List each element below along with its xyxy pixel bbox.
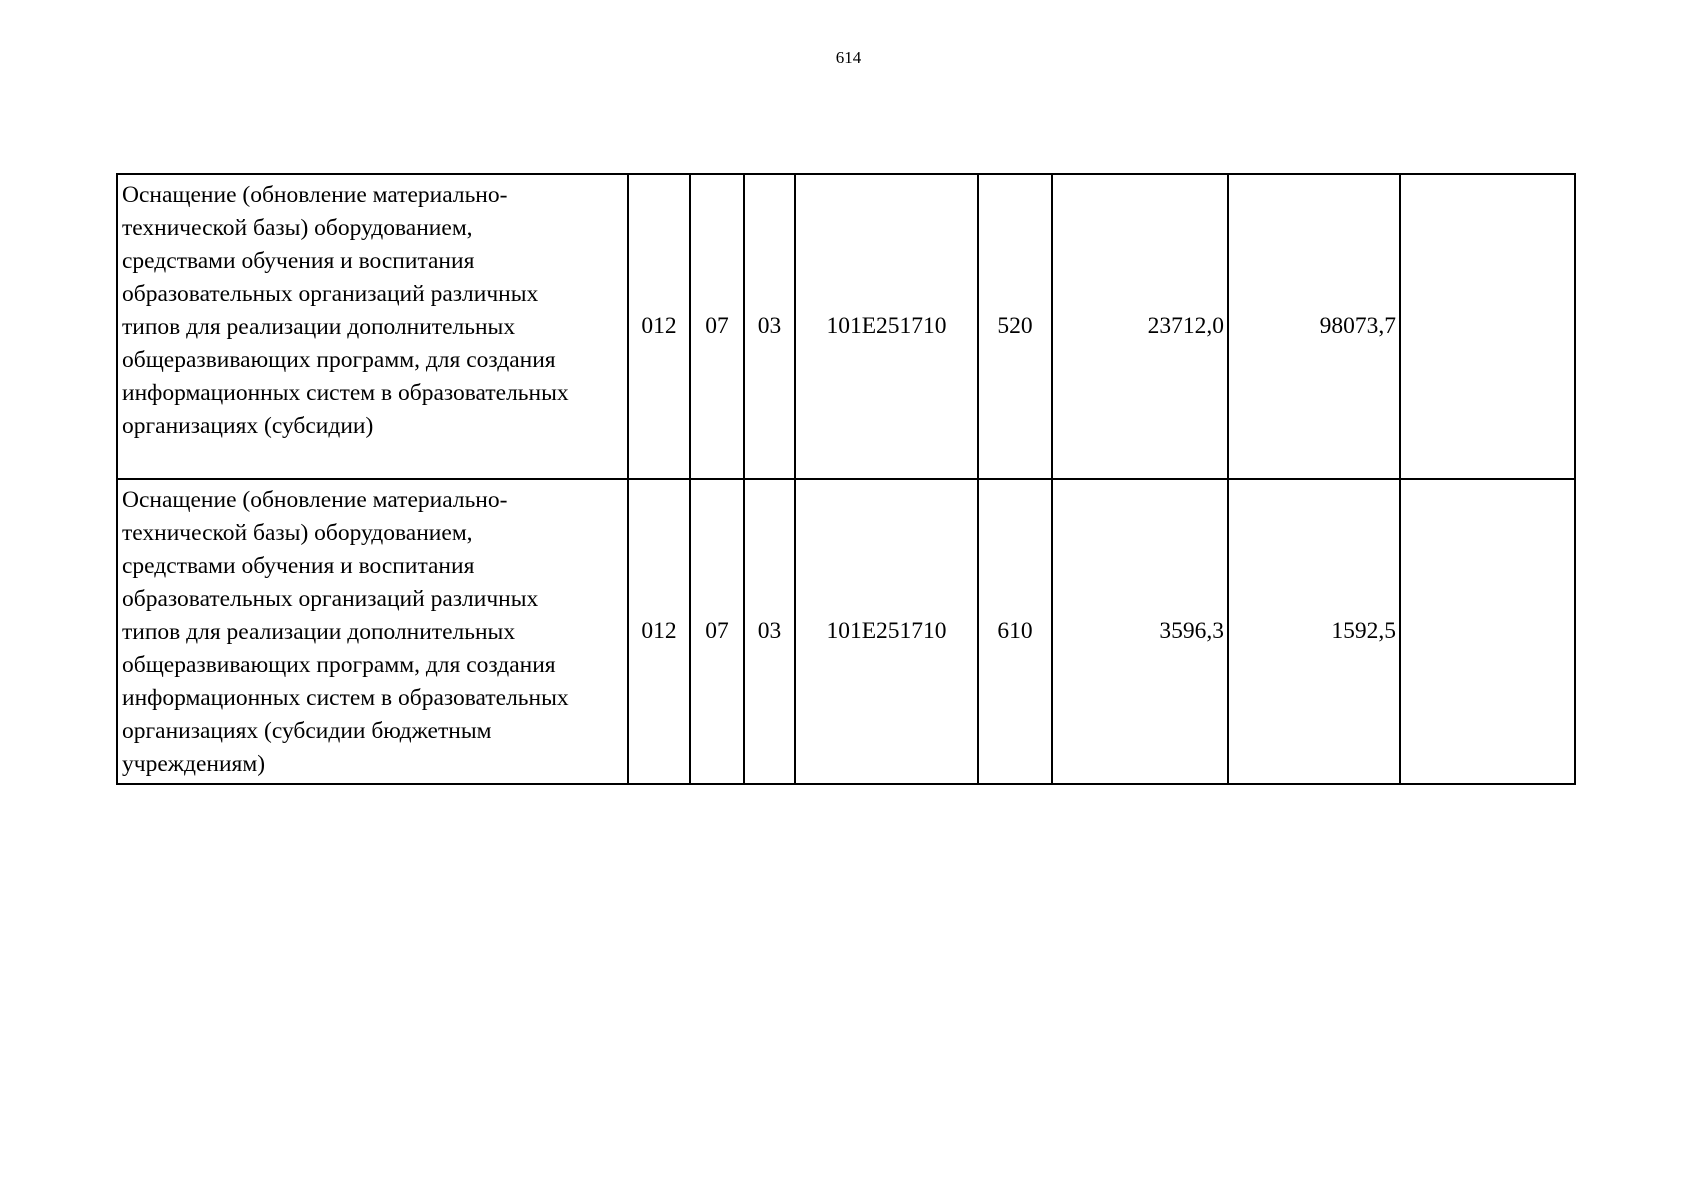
expense-type-code: 610 [978,479,1052,784]
amount-3 [1400,174,1575,479]
section-code: 07 [690,174,744,479]
ministry-code: 012 [628,174,690,479]
expense-type-code: 520 [978,174,1052,479]
row-description-cell [117,174,628,479]
subsection-code: 03 [744,174,795,479]
budget-table [116,173,1576,785]
amount-2: 98073,7 [1228,174,1400,479]
row-description: Оснащение (обновление материально- технической базы) оборудованием, средствами обучения и воспитания образовательных организаций различных типов для реализации дополнительных общеразвивающих программ, для создания информационных систем в образовательных организациях (субсидии бюджетным учреждениям) [122,487,569,777]
ministry-code: 012 [628,479,690,784]
subsection-code: 03 [744,479,795,784]
amount-2: 1592,5 [1228,479,1400,784]
row-description-cell [117,479,628,784]
row-description: Оснащение (обновление материально- технической базы) оборудованием, средствами обучения и воспитания образовательных организаций различных типов для реализации дополнительных общеразвивающих программ, для создания информационных систем в образовательных организациях (субсидии) [122,182,569,439]
table-row [117,174,1575,479]
target-article-code: 101E251710 [795,479,978,784]
amount-1: 23712,0 [1052,174,1228,479]
amount-1: 3596,3 [1052,479,1228,784]
page-number: 614 [835,48,862,67]
target-article-code: 101E251710 [795,174,978,479]
section-code: 07 [690,479,744,784]
table-row [117,479,1575,784]
amount-3 [1400,479,1575,784]
